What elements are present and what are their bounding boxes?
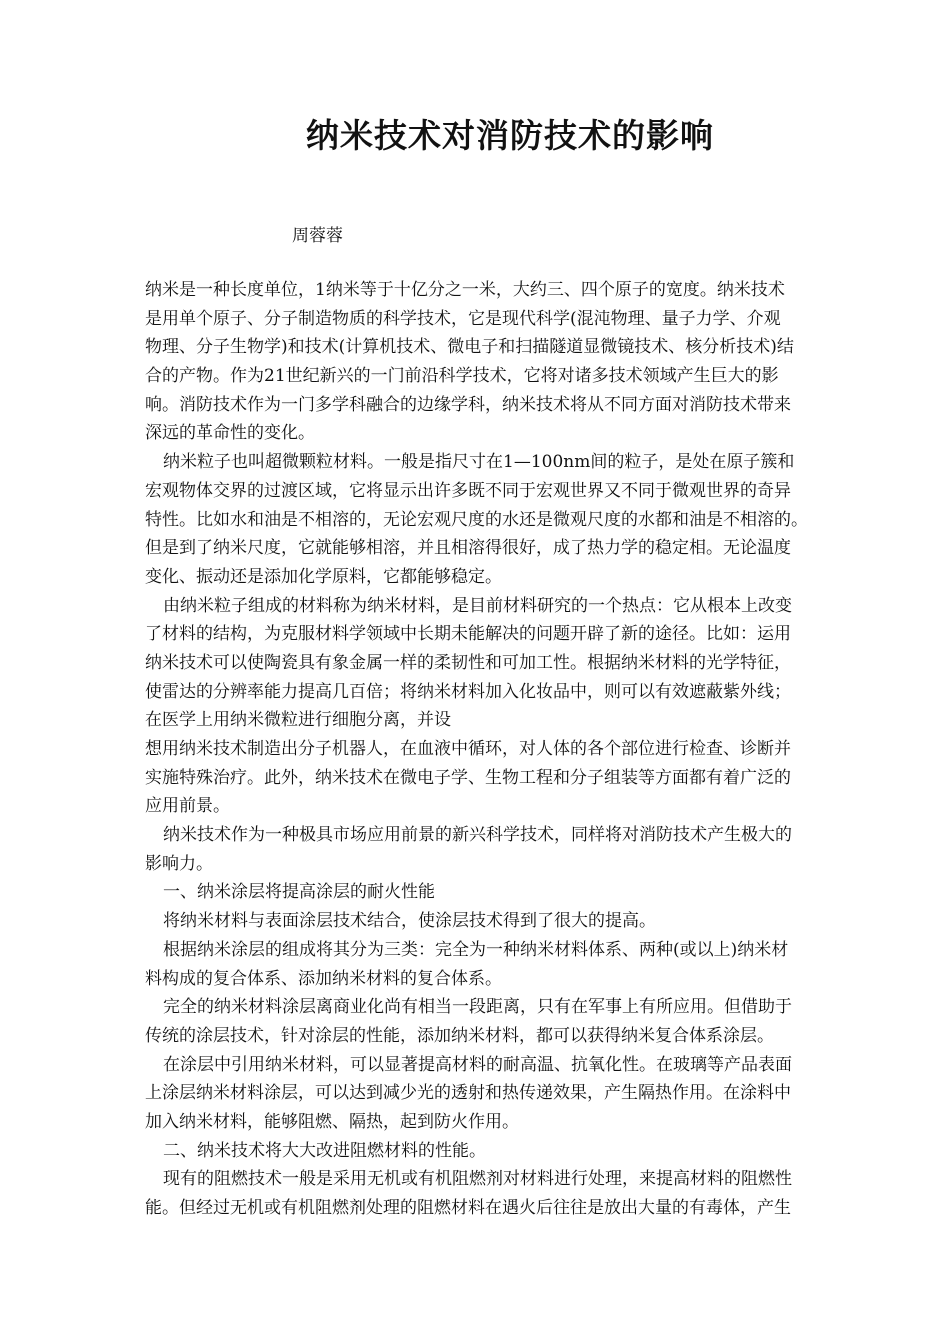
- text-line: 合的产物。作为21世纪新兴的一门前沿科学技术，它将对诸多技术领域产生巨大的影: [145, 366, 779, 387]
- text-line: 物理、分子生物学)和技术(计算机技术、微电子和扫描隧道显微镜技术、核分析技术)结: [145, 337, 794, 358]
- text-line: 是用单个原子、分子制造物质的科学技术，它是现代科学(混沌物理、量子力学、介观: [145, 308, 781, 329]
- text-line: 纳米粒子也叫超微颗粒材料。一般是指尺寸在1—100nm间的粒子，是处在原子簇和: [163, 452, 795, 473]
- text-line: 深远的革命性的变化。: [145, 423, 315, 444]
- text-line: 在医学上用纳米微粒进行细胞分离，并设: [145, 710, 451, 731]
- text-line: 二、纳米技术将大大改进阻燃材料的性能。: [163, 1140, 486, 1161]
- text-line: 一、纳米涂层将提高涂层的耐火性能: [163, 882, 435, 903]
- text-line: 将纳米材料与表面涂层技术结合，使涂层技术得到了很大的提高。: [163, 911, 656, 932]
- text-line: 想用纳米技术制造出分子机器人，在血液中循环，对人体的各个部位进行检查、诊断并: [145, 739, 791, 759]
- text-line: 响。消防技术作为一门多学科融合的边缘学科，纳米技术将从不同方面对消防技术带来: [145, 394, 791, 415]
- text-line: 由纳米粒子组成的材料称为纳米材料，是目前材料研究的一个热点：它从根本上改变: [163, 595, 792, 616]
- text-line: 实施特殊治疗。此外，纳米技术在微电子学、生物工程和分子组装等方面都有着广泛的: [145, 767, 791, 788]
- text-line: 完全的纳米材料涂层离商业化尚有相当一段距离，只有在军事上有所应用。但借助于: [163, 997, 792, 1018]
- text-line: 纳米技术可以使陶瓷具有象金属一样的柔韧性和可加工性。根据纳米材料的光学特征，: [145, 652, 791, 673]
- text-line: 宏观物体交界的过渡区域，它将显示出许多既不同于宏观世界又不同于微观世界的奇异: [145, 480, 791, 501]
- text-line: 加入纳米材料，能够阻燃、隔热，起到防火作用。: [145, 1111, 519, 1132]
- document-title: 纳米技术对消防技术的影响: [306, 116, 714, 155]
- text-line: 料构成的复合体系、添加纳米材料的复合体系。: [145, 968, 502, 989]
- text-line: 传统的涂层技术，针对涂层的性能，添加纳米材料，都可以获得纳米复合体系涂层。: [145, 1025, 774, 1046]
- author-name: 周蓉蓉: [292, 226, 343, 246]
- text-line: 但是到了纳米尺度，它就能够相溶，并且相溶得很好，成了热力学的稳定相。无论温度: [145, 538, 791, 559]
- text-line: 在涂层中引用纳米材料，可以显著提高材料的耐高温、抗氧化性。在玻璃等产品表面: [163, 1054, 792, 1075]
- text-line: 根据纳米涂层的组成将其分为三类：完全为一种纳米材料体系、两种(或以上)纳米材: [163, 939, 789, 960]
- text-line: 能。但经过无机或有机阻燃剂处理的阻燃材料在遇火后往往是放出大量的有毒体，产生: [145, 1198, 791, 1218]
- text-line: 影响力。: [145, 853, 213, 874]
- text-line: 特性。比如水和油是不相溶的，无论宏观尺度的水还是微观尺度的水都和油是不相溶的。: [145, 509, 808, 530]
- document-body: [145, 276, 885, 1223]
- text-line: 纳米是一种长度单位，1纳米等于十亿分之一米，大约三、四个原子的宽度。纳米技术: [145, 280, 785, 300]
- text-line: 了材料的结构，为克服材料学领域中长期未能解决的问题开辟了新的途径。比如：运用: [145, 624, 791, 645]
- text-line: 现有的阻燃技术一般是采用无机或有机阻燃剂对材料进行处理，来提高材料的阻燃性: [163, 1169, 792, 1190]
- text-line: 使雷达的分辨率能力提高几百倍；将纳米材料加入化妆品中，则可以有效遮蔽紫外线；: [145, 681, 791, 702]
- text-line: 变化、振动还是添加化学原料，它都能够稳定。: [145, 566, 502, 587]
- text-line: 纳米技术作为一种极具市场应用前景的新兴科学技术，同样将对消防技术产生极大的: [163, 825, 792, 846]
- text-line: 上涂层纳米材料涂层，可以达到减少光的透射和热传递效果，产生隔热作用。在涂料中: [145, 1083, 791, 1104]
- text-line: 应用前景。: [145, 796, 230, 817]
